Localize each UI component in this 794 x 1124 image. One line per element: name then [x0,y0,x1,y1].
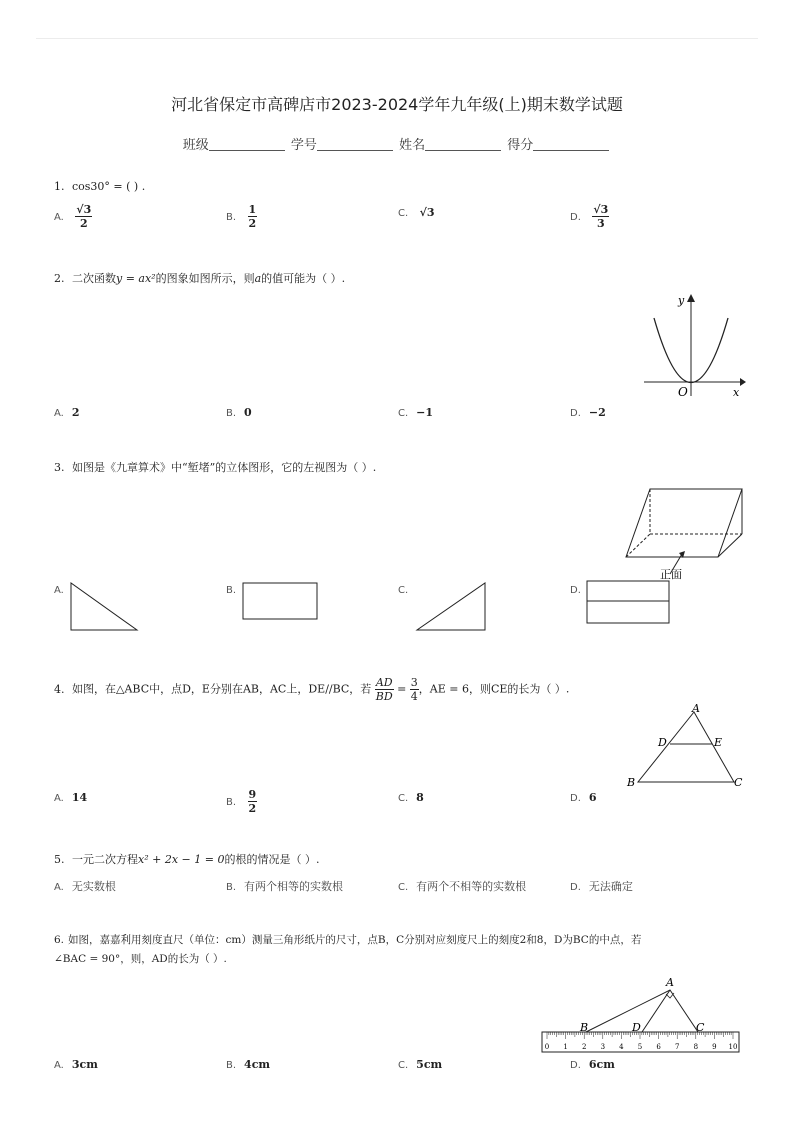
q6-option-a[interactable] [54,1058,98,1071]
numerator: √3 [76,203,92,216]
front-label: 正面 [660,568,682,581]
q4-option-a[interactable] [54,791,87,804]
stem-text: 如图，在△ABC中，点D，E分别在AB，AC上，DE//BC，若 [72,682,372,696]
question-number: 2. [54,272,65,285]
ruler-tick-label: 8 [693,1043,699,1051]
stem-text: ，AE = 6，则CE的长为（ ）. [418,682,570,696]
question-1 [54,179,145,195]
question-4 [54,676,569,703]
vertex-d: D [658,736,667,749]
q2-option-c[interactable] [398,406,433,419]
option-value: 6cm [588,1058,615,1071]
ruler-tick-label: 9 [712,1043,717,1051]
option-label: B. [226,585,237,596]
q5-option-a[interactable] [54,878,116,894]
question-3 [54,460,376,476]
q4-option-c[interactable] [398,791,424,804]
option-label: D. [570,882,581,893]
q3-b-rectangle-icon [242,582,320,622]
option-value: 3cm [71,1058,98,1071]
ruler-tick-label: 1 [563,1043,568,1051]
student-info-line [0,134,794,153]
stem-text: 的图象如图所示，则 [155,272,255,285]
q5-option-b[interactable] [226,878,343,894]
q4-option-d[interactable] [570,791,597,804]
option-label: B. [226,796,237,808]
name-label: 姓名 [399,138,426,153]
stem-text: 的值可能为（ ）. [261,272,346,285]
ruler-tick-label: 3 [600,1043,606,1051]
q1-option-b[interactable] [226,203,257,230]
class-blank [209,138,285,151]
option-label: C. [398,882,409,893]
option-text: 有两个相等的实数根 [244,880,344,893]
question-number: 5. [54,853,65,866]
ruler-tick-label: 7 [674,1043,680,1051]
score-label: 得分 [507,138,534,153]
numerator: √3 [593,203,609,216]
option-label: B. [226,882,237,893]
option-value: 14 [71,791,88,804]
vertex-b: B [580,1021,589,1034]
option-label: C. [398,408,409,419]
q3-d-split-rectangle-icon [586,580,672,626]
option-value: 4cm [244,1058,271,1071]
option-label: C. [398,585,409,596]
ruler-tick-label: 0 [544,1043,550,1051]
denominator: 2 [248,802,257,815]
option-label: D. [570,408,581,419]
denominator: 2 [248,217,257,230]
vertex-d: D [632,1021,641,1034]
q6-option-d[interactable] [570,1058,615,1071]
numerator: 9 [248,788,257,801]
option-label: C. [398,1060,409,1071]
option-text: 无法确定 [588,880,633,893]
q6-option-b[interactable] [226,1058,270,1071]
option-text: 无实数根 [71,880,116,893]
stem-text: 二次函数 [72,272,116,285]
number-blank [317,138,393,151]
vertex-a: A [692,702,700,715]
option-label: D. [570,793,581,804]
origin-label: O [678,385,688,399]
q5-option-c[interactable] [398,878,526,894]
stem-line-1: 如图，嘉嘉利用刻度直尺（单位：cm）测量三角形纸片的尺寸，点B，C分别对应刻度尺上的刻度2和8，D为BC的中点，若 [68,934,642,946]
option-text: 有两个不相等的实数根 [416,880,527,893]
option-value: √3 [419,206,435,219]
vertex-b: B [627,776,636,789]
option-label: A. [54,211,64,223]
vertex-c: C [734,776,743,789]
parabola-figure [640,292,746,400]
option-value: 8 [416,791,424,804]
ruler-triangle-figure [538,974,744,1058]
q3-c-triangle-icon [415,582,489,632]
q2-option-b[interactable] [226,406,252,419]
q2-option-d[interactable] [570,406,606,419]
triangle-abc-figure [626,702,746,792]
q1-option-a[interactable] [54,203,92,230]
stem-text: 的根的情况是（ ）. [224,853,320,866]
option-label: C. [398,208,409,219]
x-axis-label: x [733,386,740,399]
option-label: A. [54,793,64,804]
option-value: 6 [588,791,597,804]
question-6 [54,932,754,967]
option-label: D. [570,585,581,596]
stem-math: x² + 2x − 1 = 0 [138,853,225,866]
y-axis-label: y [678,294,685,307]
option-label: A. [54,408,64,419]
denominator: 2 [79,217,88,230]
name-blank [425,138,501,151]
option-label: D. [570,1060,581,1071]
option-label: A. [54,585,64,596]
option-label: D. [570,211,581,223]
question-stem: cos30° = ( ) . [72,180,146,193]
q6-option-c[interactable] [398,1058,442,1071]
stem-math: a [254,272,262,285]
ruler-tick-label: 5 [637,1043,643,1051]
question-number: 3. [54,461,65,474]
ruler-tick-label: 6 [656,1043,661,1051]
ruler-tick-label: 10 [728,1043,738,1051]
question-number: 4. [54,682,65,696]
prism-figure [620,482,746,582]
option-value: 0 [244,406,252,419]
option-label: B. [226,1060,237,1071]
q1-option-c[interactable] [398,206,435,219]
q4-option-b[interactable] [226,788,257,815]
page-title: 河北省保定市高碑店市2023-2024学年九年级(上)期末数学试题 [171,95,623,114]
option-value: −1 [416,406,434,419]
q1-option-d[interactable] [570,203,609,230]
option-value: 5cm [416,1058,443,1071]
header-rule [36,38,758,39]
score-blank [533,138,609,151]
denominator: BD [375,690,393,703]
q2-option-a[interactable] [54,406,80,419]
ruler-tick-label: 2 [581,1043,587,1051]
option-value: 2 [71,406,80,419]
stem-line-2: ∠BAC = 90°，则，AD的长为（ ）. [54,953,227,965]
question-number: 1. [54,180,65,193]
vertex-a: A [666,976,674,989]
numerator: AD [375,676,393,689]
option-label: B. [226,211,237,223]
question-number: 6. [54,934,65,946]
vertex-c: C [696,1021,705,1034]
question-2 [54,271,345,287]
q3-option-c[interactable] [398,583,416,596]
option-label: A. [54,1060,64,1071]
number-label: 学号 [290,138,317,153]
q3-a-triangle-icon [70,582,140,632]
stem-text: 一元二次方程 [72,853,138,866]
class-label: 班级 [182,138,209,153]
question-stem: 如图是《九章算术》中“堑堵”的立体图形，它的左视图为（ ）. [72,461,377,474]
option-label: B. [226,408,237,419]
ruler-tick-label: 4 [619,1043,624,1051]
stem-math: y = ax² [116,272,156,285]
option-value: −2 [588,406,606,419]
q5-option-d[interactable] [570,878,633,894]
question-5 [54,852,319,868]
denominator: 3 [597,217,605,230]
option-label: A. [54,882,64,893]
equals-sign: = [397,682,407,696]
vertex-e: E [714,736,723,749]
option-label: C. [398,793,409,804]
numerator: 3 [410,676,418,689]
numerator: 1 [248,203,257,216]
denominator: 4 [410,690,418,703]
